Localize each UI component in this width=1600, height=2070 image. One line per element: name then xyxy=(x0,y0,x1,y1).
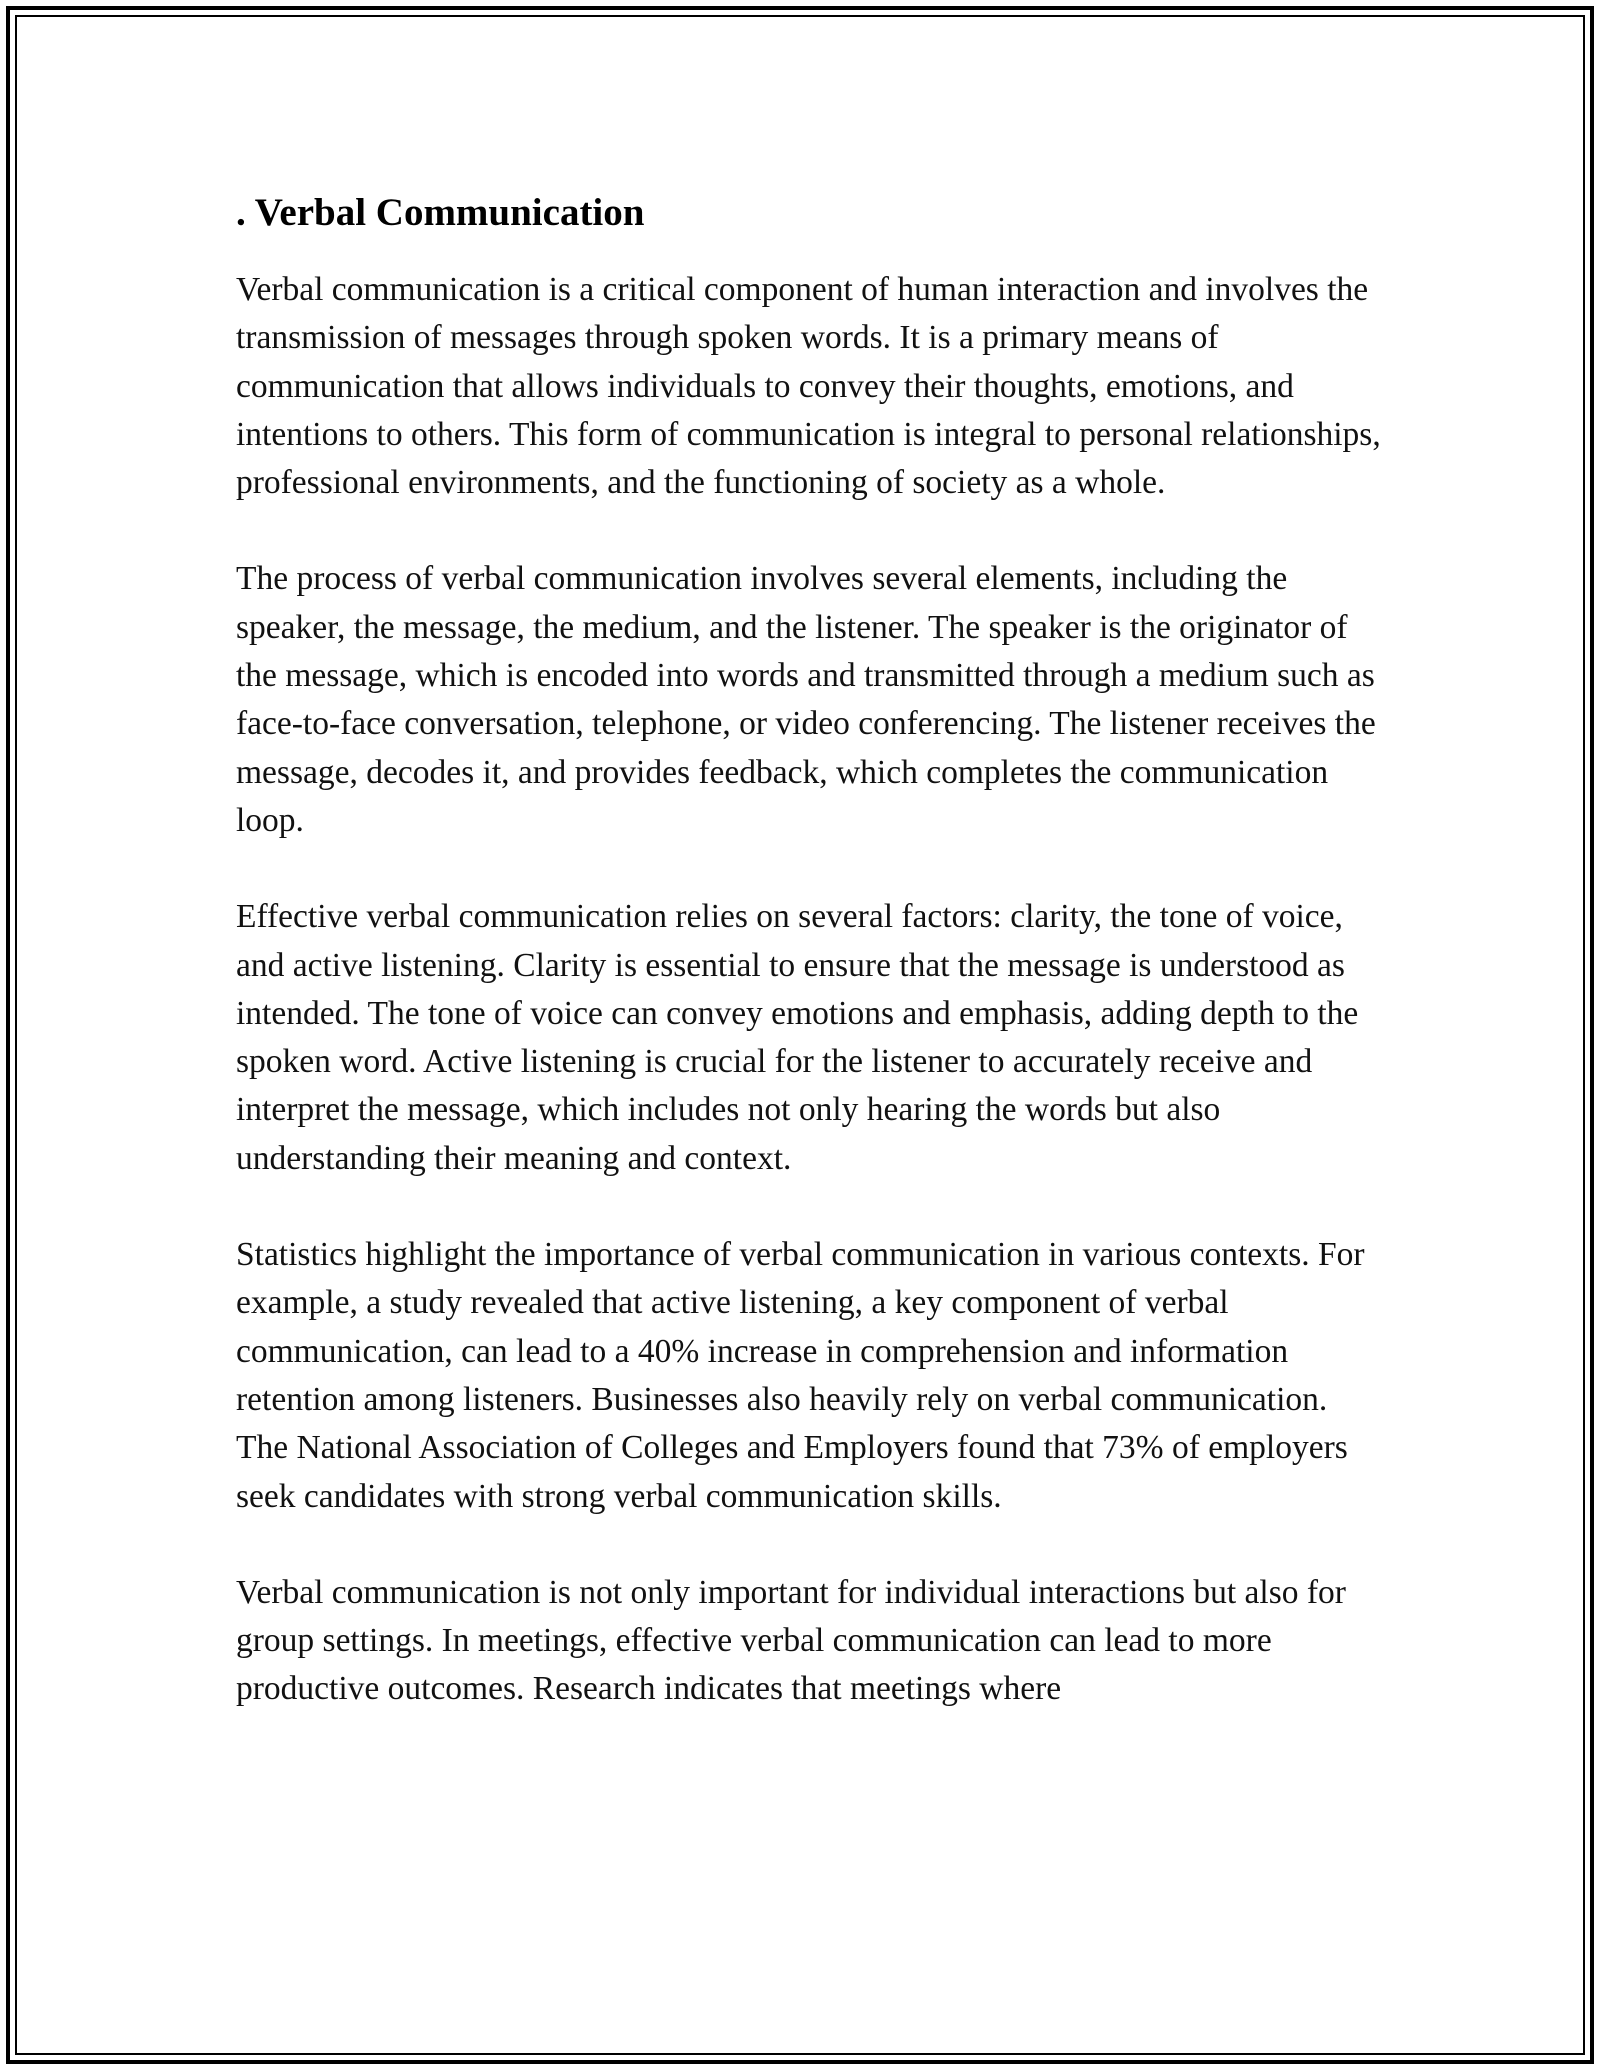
paragraph-definition: Verbal communication is a critical component of human interaction and involves the transmission of messages through spoken words. It is a primary means of communication that allows individuals to convey their thoughts, emotions, and intentions to others. This form of communication is integral to personal relationships, professional environments, and the functioning of society as a whole. xyxy=(236,271,1381,502)
paragraph-effectiveness: Effective verbal communication relies on several factors: clarity, the tone of voice, and active listening. Clarity is essential to ensure that the message is understood as intended. The tone of voice can convey emotions and emphasis, adding depth to the spoken word. Active listening is crucial for the listener to accurately receive and interpret the message, which includes not only hearing the words but also understanding their meaning and context. xyxy=(236,898,1359,1177)
paragraph-statistics: Statistics highlight the importance of verbal communication in various contexts. For example, a study revealed that active listening, a key component of verbal communication, can lead to a 40% increase in comprehension and information retention among listeners. Businesses also heavily rely on verbal communication. The National Association of Colleges and Employers found that 73% of employers seek candidates with strong verbal communication skills. xyxy=(236,1236,1365,1515)
section-heading: . Verbal Communication xyxy=(236,191,645,234)
document-body xyxy=(236,188,1386,1762)
paragraph-group-settings: Verbal communication is not only important for individual interactions but also for group settings. In meetings, effective verbal communication can lead to more productive outcomes. Research indicates that meetings where xyxy=(236,1573,1346,1708)
paragraph-process: The process of verbal communication involves several elements, including the speaker, the message, the medium, and the listener. The speaker is the originator of the message, which is encoded into words and transmitted through a medium such as face-to-face conversation, telephone, or video conferencing. The listener receives the message, decodes it, and provides feedback, which completes the communication loop. xyxy=(236,560,1376,839)
